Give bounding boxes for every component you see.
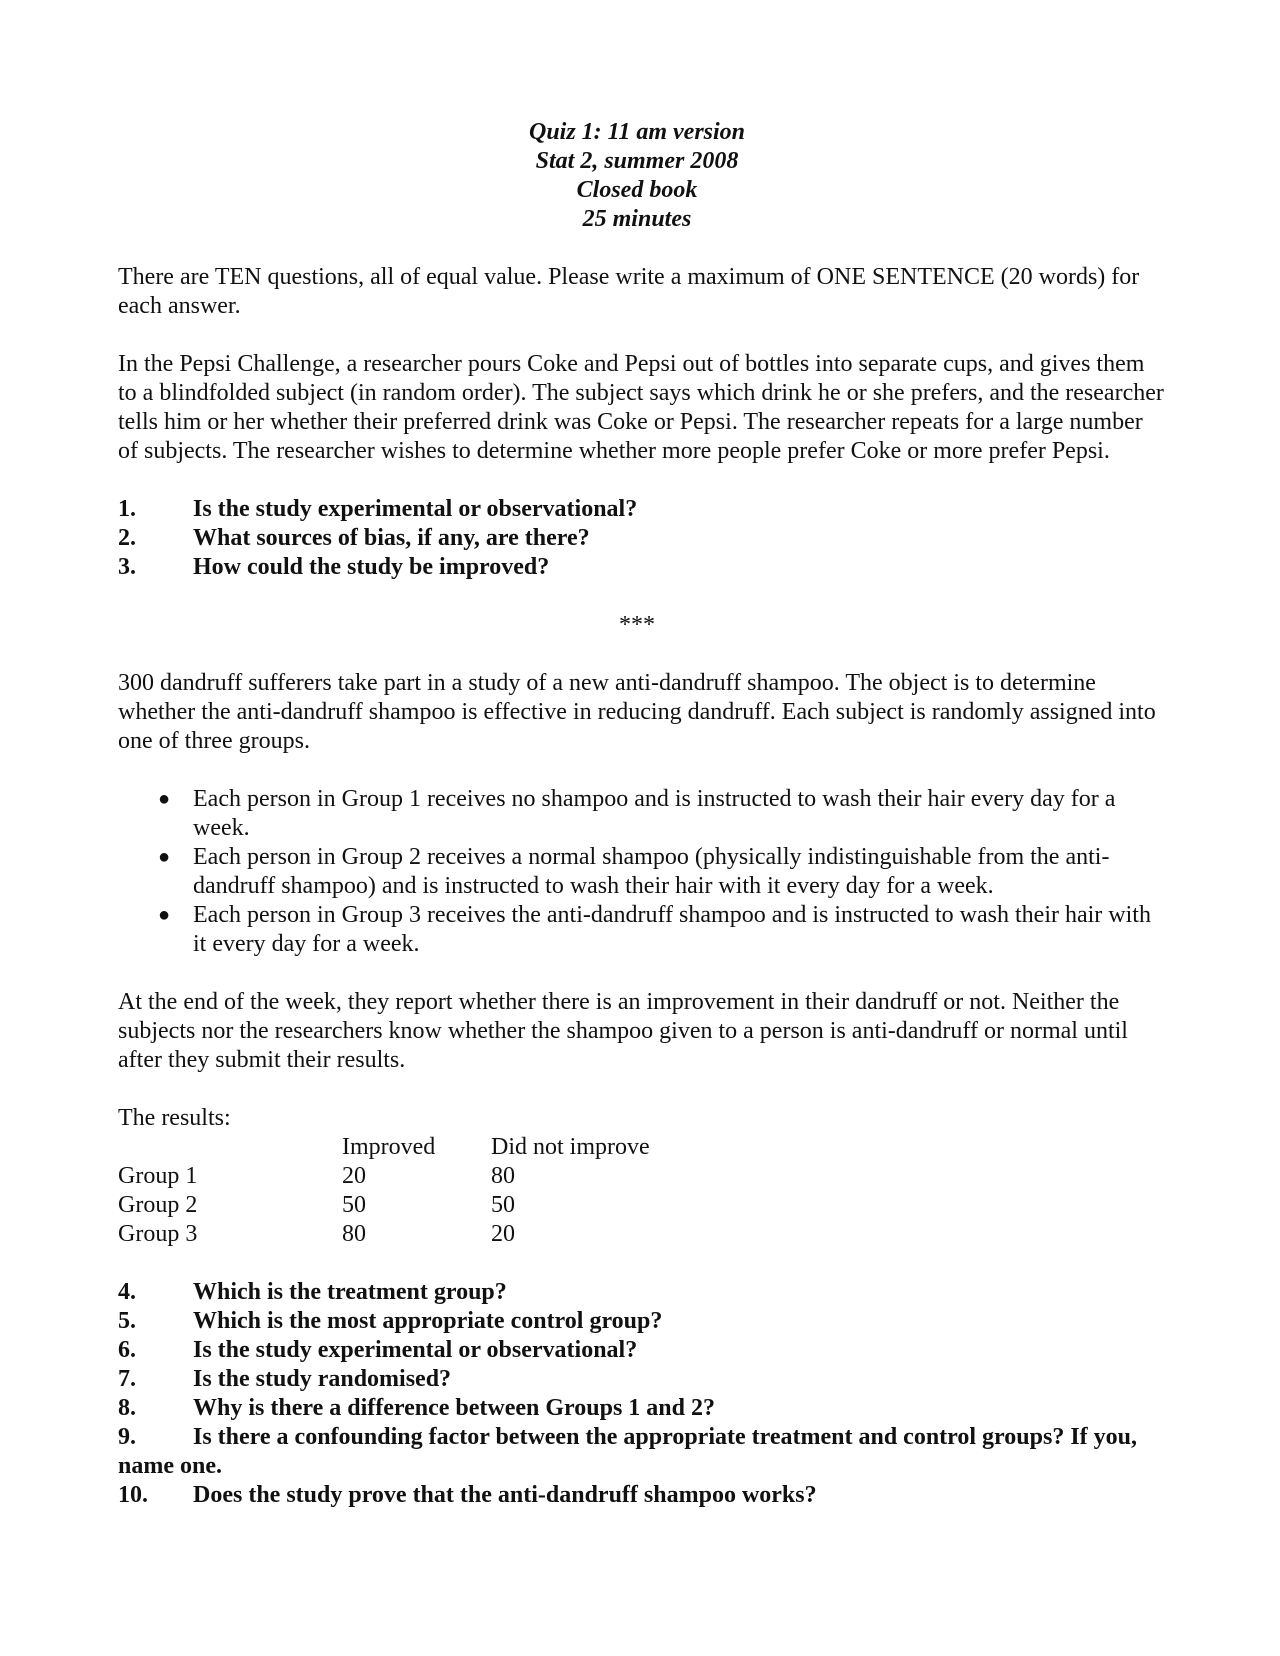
- question-item: [118, 1336, 1168, 1365]
- question-text: What sources of bias, if any, are there?: [193, 525, 590, 551]
- results-cell: Group 2: [118, 1192, 198, 1218]
- question-number: 6.: [118, 1337, 136, 1363]
- question-number: 1.: [118, 496, 136, 522]
- table-row: [118, 1220, 650, 1249]
- question-item: [118, 553, 1168, 582]
- question-text: Which is the most appropriate control group?: [193, 1308, 663, 1334]
- section-separator: ***: [619, 612, 655, 638]
- results-label: The results:: [118, 1105, 231, 1131]
- question-text: Is the study experimental or observational?: [193, 1337, 638, 1363]
- results-table: [118, 1133, 650, 1249]
- question-item: [118, 495, 1168, 524]
- bullet-icon: ●: [158, 846, 171, 868]
- question-text: Why is there a difference between Groups 1 and 2?: [193, 1395, 715, 1421]
- results-header-cell: [118, 1133, 342, 1162]
- question-item: [118, 1278, 1168, 1307]
- group-bullet-list: [118, 785, 1168, 959]
- question-number: 2.: [118, 525, 136, 551]
- question-text: Which is the treatment group?: [193, 1279, 507, 1305]
- results-cell: 80: [491, 1163, 515, 1189]
- question-text: Is the study experimental or observational?: [193, 496, 638, 522]
- bullet-text: Each person in Group 2 receives a normal shampoo (physically indistinguishable from the anti-dandruff shampoo) and is instructed to wash their hair with it every day for a week.: [193, 844, 1110, 899]
- dandruff-scenario-paragraph: 300 dandruff sufferers take part in a study of a new anti-dandruff shampoo. The object is to determine whether the anti-dandruff shampoo is effective in reducing dandruff. Each subject is randomly assigned into one of three groups.: [118, 670, 1156, 754]
- results-cell: 80: [342, 1221, 366, 1247]
- results-cell: Group 1: [118, 1163, 198, 1189]
- bullet-text: Each person in Group 1 receives no shampoo and is instructed to wash their hair every day for a week.: [193, 786, 1116, 841]
- table-row: [118, 1191, 650, 1220]
- results-header-cell: Did not improve: [491, 1134, 650, 1160]
- question-text: Does the study prove that the anti-dandruff shampoo works?: [193, 1482, 817, 1508]
- results-header-cell: Improved: [342, 1134, 436, 1160]
- title-line: Quiz 1: 11 am version: [528, 119, 746, 145]
- table-row: [118, 1162, 650, 1191]
- results-cell: 20: [342, 1163, 366, 1189]
- results-cell: 20: [491, 1221, 515, 1247]
- instructions-paragraph: There are TEN questions, all of equal value. Please write a maximum of ONE SENTENCE (20 words) for each answer.: [118, 264, 1140, 319]
- question-item: [118, 1394, 1168, 1423]
- title-line: Closed book: [576, 177, 698, 203]
- bullet-text: Each person in Group 3 receives the anti-dandruff shampoo and is instructed to wash their hair with it every day for a week.: [193, 902, 1151, 957]
- results-cell: 50: [342, 1192, 366, 1218]
- question-number: 3.: [118, 554, 136, 580]
- question-list-part1: [118, 495, 1168, 582]
- results-cell: Group 3: [118, 1221, 198, 1247]
- bullet-item: [118, 901, 1168, 959]
- pepsi-scenario-paragraph: In the Pepsi Challenge, a researcher pours Coke and Pepsi out of bottles into separate cups, and gives them to a blindfolded subject (in random order). The subject says which drink he or she prefers, and the researcher tells him or her whether their preferred drink was Coke or Pepsi. The researcher repeats for a large number of subjects. The researcher wishes to determine whether more people prefer Coke or more prefer Pepsi.: [118, 351, 1164, 464]
- question-text: How could the study be improved?: [193, 554, 550, 580]
- results-header-row: [118, 1133, 650, 1162]
- question-number: 4.: [118, 1279, 136, 1305]
- results-cell: 50: [491, 1192, 515, 1218]
- bullet-icon: ●: [158, 788, 171, 810]
- title-line: 25 minutes: [582, 206, 692, 232]
- quiz-page: [118, 118, 1168, 1510]
- outcome-paragraph: At the end of the week, they report whether there is an improvement in their dandruff or not. Neither the subjects nor the researchers know whether the shampoo given to a person is anti-dandruff or normal until after they submit their results.: [118, 989, 1128, 1073]
- bullet-item: [118, 843, 1168, 901]
- title-block: [106, 118, 1168, 234]
- question-text: Is the study randomised?: [193, 1366, 452, 1392]
- question-item: [118, 1307, 1168, 1336]
- question-number: 10.: [118, 1482, 148, 1508]
- question-number: 5.: [118, 1308, 136, 1334]
- bullet-item: [118, 785, 1168, 843]
- question-item: [118, 1365, 1168, 1394]
- question-item: [118, 1423, 1168, 1481]
- question-text: Is there a confounding factor between the appropriate treatment and control groups? If you, name one.: [118, 1424, 1137, 1479]
- question-number: 9.: [118, 1424, 136, 1450]
- question-number: 8.: [118, 1395, 136, 1421]
- question-number: 7.: [118, 1366, 136, 1392]
- title-line: Stat 2, summer 2008: [535, 148, 739, 174]
- question-item: [118, 524, 1168, 553]
- question-item: [118, 1481, 1168, 1510]
- bullet-icon: ●: [158, 904, 171, 926]
- question-list-part2: [118, 1278, 1168, 1510]
